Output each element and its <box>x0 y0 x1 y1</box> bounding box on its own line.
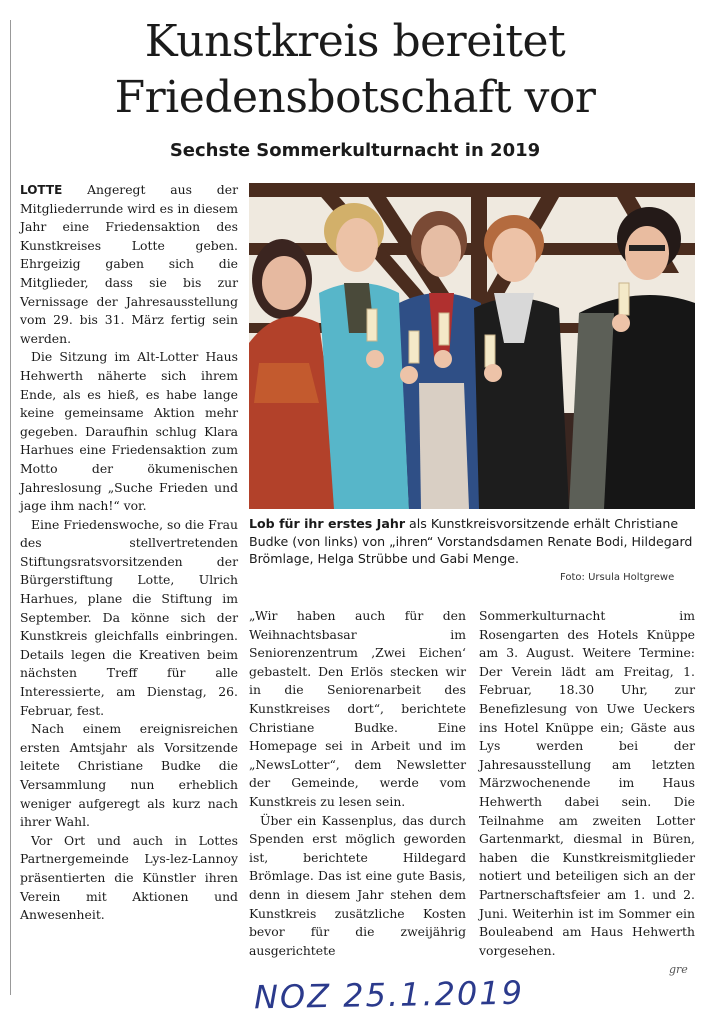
clipping-edge-line <box>10 20 11 995</box>
column-3-paragraph-1: Sommerkulturnacht im Rosengarten des Hotels Knüppe am 3. August. Weitere Termine: Der Verein lädt am Freitag, 1. Februar, 18.30 Uhr, zur Benefizlesung von Uwe Ueckers ins Hotel Knüppe ein; Gäste aus Lys werden bei der Jahresausstellung am letzten Märzwochenende im Haus Hehwerth dabei sein. Die Teilnahme am zweiten Lotter Gartenmarkt, diesmal in Büren, haben die Kunstkreismitglieder notiert und beteiligen sich an der Partnerschaftsfeier am 1. und 2. Juni. Weiterhin ist im Sommer ein Bouleabend am Haus Hehwerth vorgesehen. <box>479 608 695 958</box>
dateline: LOTTE <box>20 183 63 197</box>
article-column-1 <box>20 181 238 925</box>
column-2-paragraph-1: „Wir haben auch für den Weihnachtsbasar im Seniorenzentrum ‚Zwei Eichen‘ gebastelt. Den Erlös stecken wir in die Seniorenarbeit des Kunstkreises dort“, berichtete Christiane Budke. Eine Homepage sei in Arbeit und im „NewsLotter“, dem Newsletter der Gemeinde, werde vom Kunstkreis zu lesen sein. <box>249 608 466 809</box>
headline-line-1: Kunstkreis bereitet <box>144 16 566 67</box>
paragraph-2: Die Sitzung im Alt-Lotter Haus Hehwerth näherte sich ihrem Ende, als es hieß, es habe lange keine gemeinsame Aktion mehr gegeben. Daraufhin schlug Klara Harhues eine Friedensaktion zum Motto der ökumenischen Jahreslosung „Suche Frieden und jage ihm nach!“ vor. <box>20 349 238 514</box>
photo-credit: Foto: Ursula Holtgrewe <box>560 572 675 583</box>
paragraph-1-text: Angeregt aus der Mitgliederrunde wird es in diesem Jahr eine Friedensaktion des Kunstkreises Lotte geben. Ehrgeizig gaben sich die Mitglieder, dass sie bis zur Vernissage der Jahresausstellung vom 29. bis 31. März fertig sein werden. <box>20 182 238 346</box>
author-initials: gre <box>669 963 688 976</box>
article-column-2 <box>249 607 466 960</box>
group-photo <box>249 183 695 509</box>
paragraph-5: Vor Ort und auch in Lottes Partnergemeinde Lys-lez-Lannoy präsentierten die Künstler ihren Verein mit Aktionen und Anwesenheit. <box>20 832 238 923</box>
caption-lead: Lob für ihr erstes Jahr <box>249 516 406 531</box>
photo-caption <box>249 515 695 568</box>
paragraph-3: Eine Friedenswoche, so die Frau des stellvertretenden Stiftungsratsvorsitzenden der Bürgerstiftung Lotte, Ulrich Harhues, plane die Stiftung im September. Da könne sich der Kunstkreis gleichfalls einbringen. Details legen die Kreativen beim nächsten Treff für alle Interessierte, am Dienstag, 26. Februar, fest. <box>20 516 238 718</box>
article-subheadline: Sechste Sommerkulturnacht in 2019 <box>169 140 541 161</box>
article-column-3 <box>479 607 695 960</box>
caption-text: als Kunstkreisvorsitzende erhält Christiane Budke (von links) von „ihren“ Vorstandsdamen Renate Bodi, Hildegard Brömlage, Helga Strübbe und Gabi Menge. <box>249 516 693 566</box>
handwritten-date-stamp: NOZ 25.1.2019 <box>253 973 525 1017</box>
headline-line-2: Friedensbotschaft vor <box>114 72 596 123</box>
column-2-paragraph-2: Über ein Kassenplus, das durch Spenden erst möglich geworden ist, berichtete Hildegard Brömlage. Das ist eine gute Basis, denn in diesem Jahr stehen dem Kunstkreis zusätzliche Kosten bevor für die zweijährig ausgerichtete <box>249 812 466 958</box>
paragraph-4: Nach einem ereignisreichen ersten Amtsjahr als Vorsitzende leitete Christiane Budke die Versammlung nun erheblich weniger aufgeregt als kurz nach ihrer Wahl. <box>20 721 238 830</box>
paragraph-1 <box>20 181 238 348</box>
article-headline <box>60 14 650 126</box>
